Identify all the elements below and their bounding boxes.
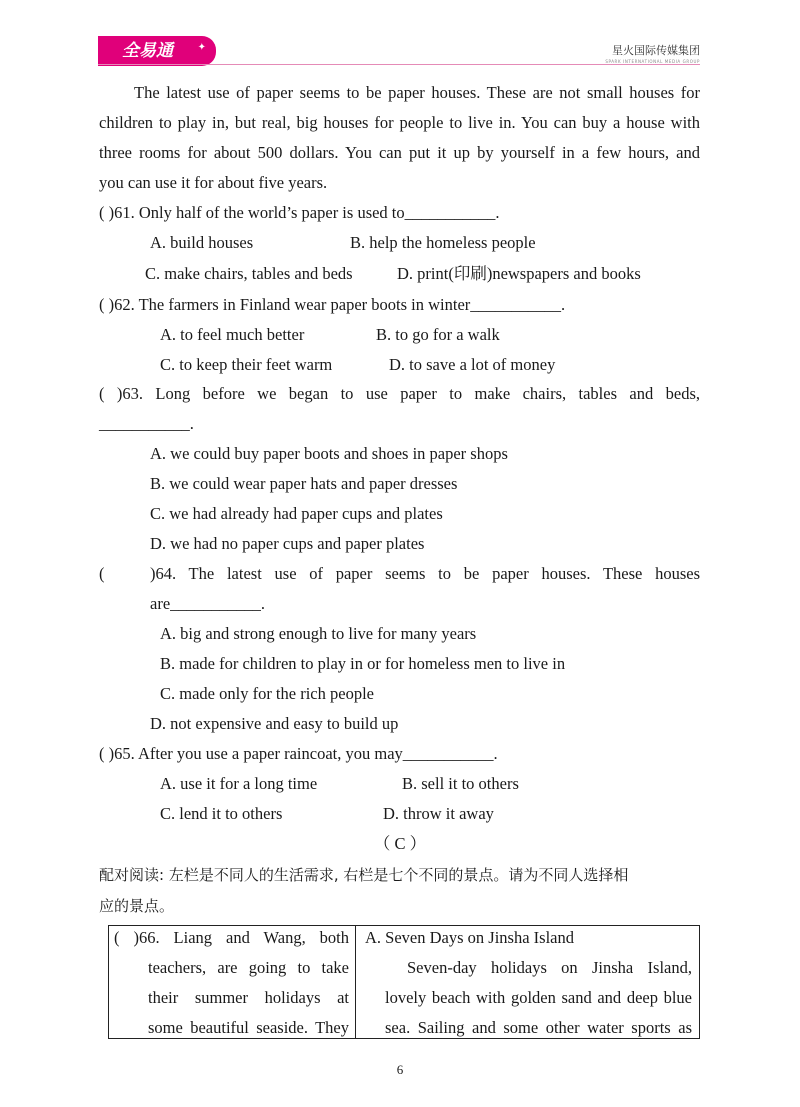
option-65-c: C. lend it to others <box>160 804 283 823</box>
question-61-stem: ( )61. Only half of the world’s paper is used to___________. <box>99 203 500 222</box>
option-63-c: C. we had already had paper cups and plates <box>150 504 443 523</box>
option-61-c: C. make chairs, tables and beds <box>145 264 353 283</box>
option-64-b: B. made for children to play in or for homeless men to live in <box>160 654 566 673</box>
table-right-line: sea. Sailing and some other water sports as <box>385 1018 692 1037</box>
question-64-stem: )64. The latest use of paper seems to be paper houses. These houses <box>150 564 700 583</box>
option-62-b: B. to go for a walk <box>376 325 500 344</box>
option-64-a: A. big and strong enough to live for many years <box>160 624 477 643</box>
option-62-d: D. to save a lot of money <box>389 355 556 374</box>
question-63-blank: ___________. <box>99 414 194 433</box>
option-61-b: B. help the homeless people <box>350 233 536 252</box>
option-61-d: D. print(印刷)newspapers and books <box>397 264 641 283</box>
option-61-a: A. build houses <box>150 233 254 252</box>
passage-line: The latest use of paper seems to be paper houses. These are not small houses for <box>134 83 700 102</box>
header-divider <box>98 64 700 65</box>
section-c-instruction: 应的景点。 <box>99 897 175 915</box>
option-65-a: A. use it for a long time <box>160 774 318 793</box>
passage-line: children to play in, but real, big houses for people to live in. You can buy a house with <box>99 113 700 132</box>
question-65-stem: ( )65. After you use a paper raincoat, you may___________. <box>99 744 498 763</box>
table-left-line: their summer holidays at <box>148 988 349 1007</box>
table-column-divider <box>355 926 356 1038</box>
publisher-name-en: SPARK INTERNATIONAL MEDIA GROUP <box>605 59 700 64</box>
section-c-instruction: 配对阅读: 左栏是不同人的生活需求, 右栏是七个不同的景点。请为不同人选择相 <box>99 866 629 884</box>
passage-line: three rooms for about 500 dollars. You can put it up by yourself in a few hours, and <box>99 143 700 162</box>
brand-logo <box>98 36 216 66</box>
option-63-d: D. we had no paper cups and paper plates <box>150 534 425 553</box>
passage-line: you can use it for about five years. <box>99 173 328 192</box>
question-63-stem: ( )63. Long before we began to use paper to make chairs, tables and beds, <box>99 384 700 403</box>
table-right-title: A. Seven Days on Jinsha Island <box>365 928 574 947</box>
table-left-line: ( )66. Liang and Wang, both <box>114 928 349 947</box>
option-62-c: C. to keep their feet warm <box>160 355 333 374</box>
table-right-line: lovely beach with golden sand and deep blue <box>385 988 692 1007</box>
option-64-d: D. not expensive and easy to build up <box>150 714 399 733</box>
table-left-line: some beautiful seaside. They <box>148 1018 349 1037</box>
table-left-line: teachers, are going to take <box>148 958 349 977</box>
logo-text: 全易通 <box>122 41 173 61</box>
option-65-d: D. throw it away <box>383 804 494 823</box>
question-62-stem: ( )62. The farmers in Finland wear paper boots in winter___________. <box>99 295 566 314</box>
publisher-name: 星火国际传媒集团 <box>612 44 700 57</box>
option-63-a: A. we could buy paper boots and shoes in paper shops <box>150 444 508 463</box>
question-64-blank: are___________. <box>150 594 266 613</box>
section-c-label: （ C ） <box>373 834 427 853</box>
publisher-brand <box>605 42 700 64</box>
option-63-b: B. we could wear paper hats and paper dresses <box>150 474 458 493</box>
question-64-paren: ( <box>99 564 105 583</box>
option-64-c: C. made only for the rich people <box>160 684 374 703</box>
table-right-line: Seven-day holidays on Jinsha Island, <box>407 958 692 977</box>
star-icon: ✦ <box>197 42 206 53</box>
page-number: 6 <box>396 1062 404 1077</box>
option-62-a: A. to feel much better <box>160 325 305 344</box>
matching-table <box>108 925 700 1039</box>
option-65-b: B. sell it to others <box>402 774 519 793</box>
